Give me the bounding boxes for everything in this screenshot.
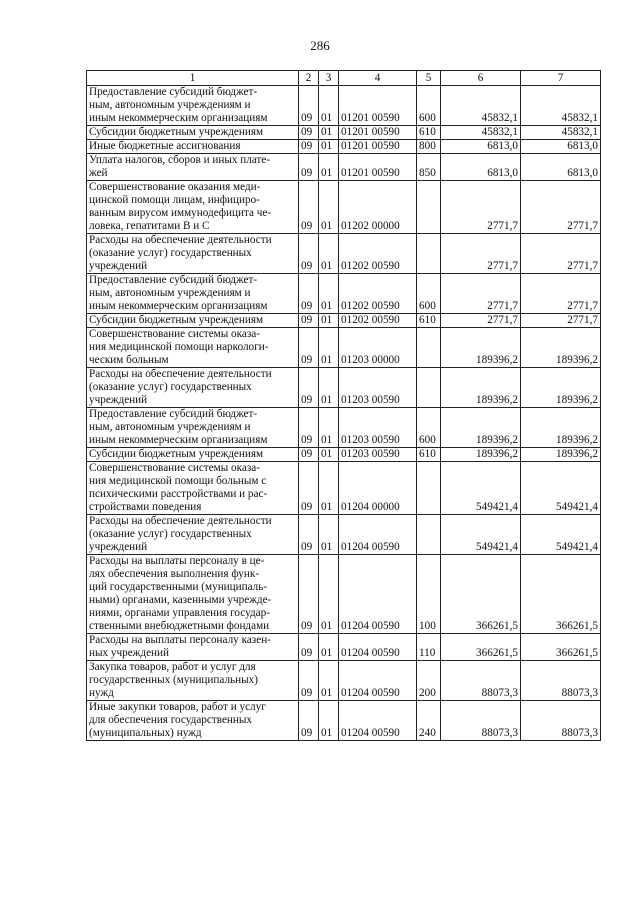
amount-col7: 549421,4	[521, 515, 601, 555]
column-header: 7	[521, 71, 601, 86]
amount-col6: 189396,2	[441, 408, 521, 448]
table-row	[87, 181, 601, 234]
amount-col7: 189396,2	[521, 408, 601, 448]
subsection-code: 01	[319, 515, 339, 555]
column-header: 4	[339, 71, 417, 86]
subsection-code: 01	[319, 140, 339, 154]
column-header: 1	[87, 71, 299, 86]
item-name: Расходы на обеспечение деятельности (оказание услуг) государственных учреждений	[87, 234, 299, 274]
table-row	[87, 408, 601, 448]
amount-col6: 366261,5	[441, 555, 521, 634]
item-name: Расходы на обеспечение деятельности (оказание услуг) государственных учреждений	[87, 515, 299, 555]
table-row	[87, 86, 601, 126]
target-code: 01202 00000	[339, 181, 417, 234]
target-code: 01201 00590	[339, 154, 417, 181]
amount-col6: 88073,3	[441, 701, 521, 741]
section-code: 09	[299, 328, 319, 368]
target-code: 01204 00590	[339, 555, 417, 634]
target-code: 01202 00590	[339, 234, 417, 274]
amount-col7: 366261,5	[521, 555, 601, 634]
column-header: 5	[417, 71, 441, 86]
table-row	[87, 234, 601, 274]
target-code: 01202 00590	[339, 314, 417, 328]
expense-type-code	[417, 234, 441, 274]
amount-col7: 45832,1	[521, 86, 601, 126]
table-row	[87, 634, 601, 661]
table-row	[87, 274, 601, 314]
section-code: 09	[299, 448, 319, 462]
amount-col7: 6813,0	[521, 154, 601, 181]
expense-type-code: 610	[417, 314, 441, 328]
subsection-code: 01	[319, 368, 339, 408]
subsection-code: 01	[319, 314, 339, 328]
section-code: 09	[299, 234, 319, 274]
column-header: 3	[319, 71, 339, 86]
item-name: Закупка товаров, работ и услуг для государственных (муниципальных) нужд	[87, 661, 299, 701]
expense-type-code: 600	[417, 408, 441, 448]
target-code: 01203 00590	[339, 408, 417, 448]
item-name: Субсидии бюджетным учреждениям	[87, 314, 299, 328]
subsection-code: 01	[319, 701, 339, 741]
target-code: 01204 00000	[339, 462, 417, 515]
table-row	[87, 462, 601, 515]
amount-col7: 2771,7	[521, 314, 601, 328]
column-header: 2	[299, 71, 319, 86]
expense-type-code: 610	[417, 126, 441, 140]
expense-type-code: 100	[417, 555, 441, 634]
subsection-code: 01	[319, 555, 339, 634]
amount-col7: 189396,2	[521, 328, 601, 368]
amount-col6: 45832,1	[441, 126, 521, 140]
table-row	[87, 661, 601, 701]
table-row	[87, 555, 601, 634]
section-code: 09	[299, 154, 319, 181]
target-code: 01204 00590	[339, 701, 417, 741]
subsection-code: 01	[319, 634, 339, 661]
section-code: 09	[299, 661, 319, 701]
item-name: Расходы на обеспечение деятельности (оказание услуг) государственных учреждений	[87, 368, 299, 408]
table-row	[87, 154, 601, 181]
item-name: Совершенствование системы оказа- ния медицинской помощи больным с психическими расстройствами и рас- стройствами поведения	[87, 462, 299, 515]
table-row	[87, 515, 601, 555]
item-name: Совершенствование системы оказа- ния медицинской помощи наркологи- ческим больным	[87, 328, 299, 368]
amount-col7: 2771,7	[521, 274, 601, 314]
amount-col6: 549421,4	[441, 462, 521, 515]
expense-type-code	[417, 515, 441, 555]
amount-col7: 45832,1	[521, 126, 601, 140]
column-header: 6	[441, 71, 521, 86]
subsection-code: 01	[319, 154, 339, 181]
item-name: Иные бюджетные ассигнования	[87, 140, 299, 154]
amount-col6: 189396,2	[441, 368, 521, 408]
amount-col6: 88073,3	[441, 661, 521, 701]
amount-col7: 189396,2	[521, 448, 601, 462]
expense-type-code	[417, 181, 441, 234]
item-name: Предоставление субсидий бюджет- ным, автономным учреждениям и иным некоммерческим организациям	[87, 274, 299, 314]
expense-type-code: 610	[417, 448, 441, 462]
section-code: 09	[299, 274, 319, 314]
section-code: 09	[299, 314, 319, 328]
subsection-code: 01	[319, 181, 339, 234]
amount-col6: 2771,7	[441, 181, 521, 234]
amount-col7: 88073,3	[521, 701, 601, 741]
section-code: 09	[299, 140, 319, 154]
item-name: Субсидии бюджетным учреждениям	[87, 448, 299, 462]
expense-type-code: 800	[417, 140, 441, 154]
expense-type-code	[417, 328, 441, 368]
section-code: 09	[299, 86, 319, 126]
amount-col7: 2771,7	[521, 181, 601, 234]
amount-col7: 189396,2	[521, 368, 601, 408]
table-row	[87, 328, 601, 368]
amount-col6: 2771,7	[441, 314, 521, 328]
item-name: Расходы на выплаты персоналу казен- ных учреждений	[87, 634, 299, 661]
section-code: 09	[299, 701, 319, 741]
amount-col6: 6813,0	[441, 140, 521, 154]
amount-col6: 366261,5	[441, 634, 521, 661]
amount-col6: 6813,0	[441, 154, 521, 181]
expense-type-code: 600	[417, 86, 441, 126]
item-name: Субсидии бюджетным учреждениям	[87, 126, 299, 140]
target-code: 01201 00590	[339, 86, 417, 126]
expense-type-code: 600	[417, 274, 441, 314]
target-code: 01203 00000	[339, 328, 417, 368]
item-name: Расходы на выплаты персоналу в це- лях обеспечения выполнения функ- ций государственными (муниципаль- ными) органами, казенными учрежде- ниями, органами управления государ- ственными внебюджетными фондами	[87, 555, 299, 634]
amount-col6: 189396,2	[441, 448, 521, 462]
target-code: 01201 00590	[339, 126, 417, 140]
target-code: 01201 00590	[339, 140, 417, 154]
section-code: 09	[299, 181, 319, 234]
section-code: 09	[299, 462, 319, 515]
item-name: Иные закупки товаров, работ и услуг для обеспечения государственных (муниципальных) нужд	[87, 701, 299, 741]
target-code: 01202 00590	[339, 274, 417, 314]
amount-col7: 6813,0	[521, 140, 601, 154]
expense-type-code	[417, 368, 441, 408]
table-body	[87, 86, 601, 741]
table-row	[87, 368, 601, 408]
section-code: 09	[299, 634, 319, 661]
amount-col7: 88073,3	[521, 661, 601, 701]
table-row	[87, 140, 601, 154]
amount-col6: 2771,7	[441, 274, 521, 314]
expense-type-code: 200	[417, 661, 441, 701]
section-code: 09	[299, 126, 319, 140]
amount-col6: 45832,1	[441, 86, 521, 126]
section-code: 09	[299, 408, 319, 448]
subsection-code: 01	[319, 408, 339, 448]
item-name: Совершенствование оказания меди- цинской помощи лицам, инфициро- ванным вирусом иммунодефицита че- ловека, гепатитами В и С	[87, 181, 299, 234]
subsection-code: 01	[319, 234, 339, 274]
amount-col6: 549421,4	[441, 515, 521, 555]
subsection-code: 01	[319, 661, 339, 701]
subsection-code: 01	[319, 274, 339, 314]
subsection-code: 01	[319, 328, 339, 368]
table-row	[87, 701, 601, 741]
expense-type-code: 240	[417, 701, 441, 741]
budget-table	[86, 70, 601, 741]
target-code: 01204 00590	[339, 634, 417, 661]
item-name: Уплата налогов, сборов и иных плате- жей	[87, 154, 299, 181]
expense-type-code	[417, 462, 441, 515]
target-code: 01203 00590	[339, 368, 417, 408]
table-row	[87, 314, 601, 328]
table-header-row	[87, 71, 601, 86]
section-code: 09	[299, 368, 319, 408]
target-code: 01204 00590	[339, 661, 417, 701]
subsection-code: 01	[319, 462, 339, 515]
subsection-code: 01	[319, 86, 339, 126]
target-code: 01203 00590	[339, 448, 417, 462]
item-name: Предоставление субсидий бюджет- ным, автономным учреждениям и иным некоммерческим организациям	[87, 86, 299, 126]
expense-type-code: 850	[417, 154, 441, 181]
target-code: 01204 00590	[339, 515, 417, 555]
item-name: Предоставление субсидий бюджет- ным, автономным учреждениям и иным некоммерческим организациям	[87, 408, 299, 448]
table-row	[87, 448, 601, 462]
page-number: 286	[310, 38, 330, 53]
amount-col7: 2771,7	[521, 234, 601, 274]
section-code: 09	[299, 555, 319, 634]
subsection-code: 01	[319, 126, 339, 140]
amount-col7: 549421,4	[521, 462, 601, 515]
table-row	[87, 126, 601, 140]
amount-col6: 189396,2	[441, 328, 521, 368]
amount-col7: 366261,5	[521, 634, 601, 661]
subsection-code: 01	[319, 448, 339, 462]
amount-col6: 2771,7	[441, 234, 521, 274]
expense-type-code: 110	[417, 634, 441, 661]
section-code: 09	[299, 515, 319, 555]
